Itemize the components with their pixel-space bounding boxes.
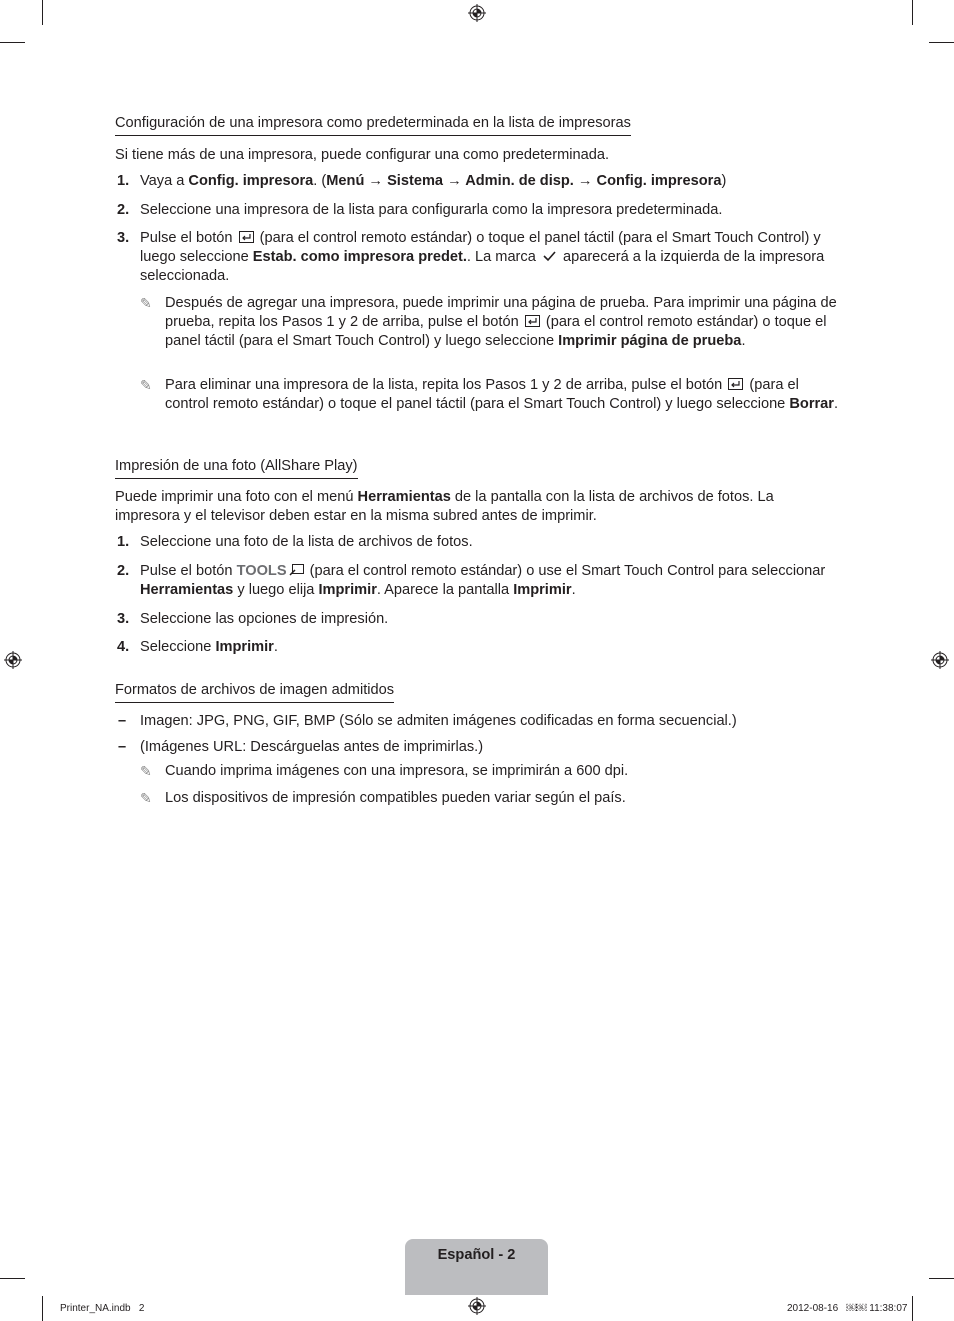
step-text: Pulse el botón (para el control remoto estándar) o toque el panel táctil (para el Smart Touch Control) y luego seleccione Estab. como impresora predet.. La marca aparecerá a la izquierda de la impresora seleccionada. (140, 230, 825, 284)
step-number: 1. (117, 173, 130, 189)
bullet-text: (Imágenes URL: Descárguelas antes de imprimirlas.) (140, 739, 484, 755)
registration-mark-icon (931, 651, 949, 669)
page-number-label: Español - 2 (437, 1247, 516, 1263)
crop-mark (929, 42, 954, 43)
checkmark-icon (542, 250, 557, 262)
crop-mark (42, 1296, 43, 1321)
step-number: 3. (117, 611, 130, 627)
registration-mark-icon (468, 4, 486, 22)
bullet-dash: – (118, 713, 127, 729)
step-text: Seleccione las opciones de impresión. (140, 611, 389, 627)
step-number: 4. (117, 639, 130, 655)
pencil-note-icon: ✎ (140, 790, 152, 806)
pencil-note-icon: ✎ (140, 295, 152, 311)
note-text: Los dispositivos de impresión compatibles pueden variar según el país. (165, 790, 626, 806)
note-text: Cuando imprima imágenes con una impresora, se imprimirán a 600 dpi. (165, 763, 629, 779)
step-number: 3. (117, 230, 130, 246)
page-number-tab (405, 1239, 548, 1295)
registration-mark-icon (4, 651, 22, 669)
step-number: 1. (117, 534, 130, 550)
step-text: Pulse el botón TOOLS (para el control remoto estándar) o use el Smart Touch Control para seleccionar Herramientas y luego elija Imprimir. Aparece la pantalla Imprimir. (140, 563, 826, 598)
crop-mark (929, 1278, 954, 1279)
enter-button-icon (239, 231, 254, 243)
crop-mark (42, 0, 43, 25)
pencil-note-icon: ✎ (140, 377, 152, 393)
section-intro: Puede imprimir una foto con el menú Herramientas de la pantalla con la lista de archivos de fotos. La impresora y el televisor deben estar en la misma subred antes de imprimir. (115, 489, 774, 524)
step-number: 2. (117, 563, 130, 579)
crop-mark (912, 0, 913, 25)
step-text: Vaya a Config. impresora. (Menú → Sistema → Admin. de disp. → Config. impresora) (140, 173, 727, 189)
section-intro: Si tiene más de una impresora, puede configurar una como predeterminada. (115, 147, 610, 163)
note-text: Después de agregar una impresora, puede imprimir una página de prueba. Para imprimir una página de prueba, repita los Pasos 1 y 2 de arriba, pulse el botón (para el control remoto estándar) o toque el panel táctil (para el Smart Touch Control) y luego seleccione Imprimir página de prueba. (165, 295, 837, 349)
slug-filename: Printer_NA.indb 2 (60, 1303, 145, 1314)
step-text: Seleccione una foto de la lista de archivos de fotos. (140, 534, 473, 550)
pencil-note-icon: ✎ (140, 763, 152, 779)
crop-mark (0, 42, 25, 43)
registration-mark-icon (468, 1297, 486, 1315)
enter-button-icon (728, 378, 743, 390)
enter-button-icon (525, 315, 540, 327)
step-text: Seleccione una impresora de la lista para configurarla como la impresora predeterminada. (140, 202, 723, 218)
section-title-formats: Formatos de archivos de imagen admitidos (115, 681, 394, 703)
bullet-text: Imagen: JPG, PNG, GIF, BMP (Sólo se admiten imágenes codificadas en forma secuencial.) (140, 713, 737, 729)
note-text: Para eliminar una impresora de la lista, repita los Pasos 1 y 2 de arriba, pulse el botón (para el control remoto estándar) o toque el panel táctil (para el Smart Touch Control) y luego seleccione Borrar. (165, 377, 839, 412)
bullet-dash: – (118, 739, 127, 755)
tools-icon (289, 564, 304, 576)
step-text: Seleccione Imprimir. (140, 639, 278, 655)
section-title-default-printer: Configuración de una impresora como predeterminada en la lista de impresoras (115, 114, 631, 136)
crop-mark (0, 1278, 25, 1279)
section-title-photo-print: Impresión de una foto (AllShare Play) (115, 457, 358, 479)
step-number: 2. (117, 202, 130, 218)
slug-timestamp: 2012-08-16 ￼￼ 11:38:07 (787, 1303, 908, 1314)
tools-button-label: TOOLS (236, 563, 287, 579)
crop-mark (912, 1296, 913, 1321)
